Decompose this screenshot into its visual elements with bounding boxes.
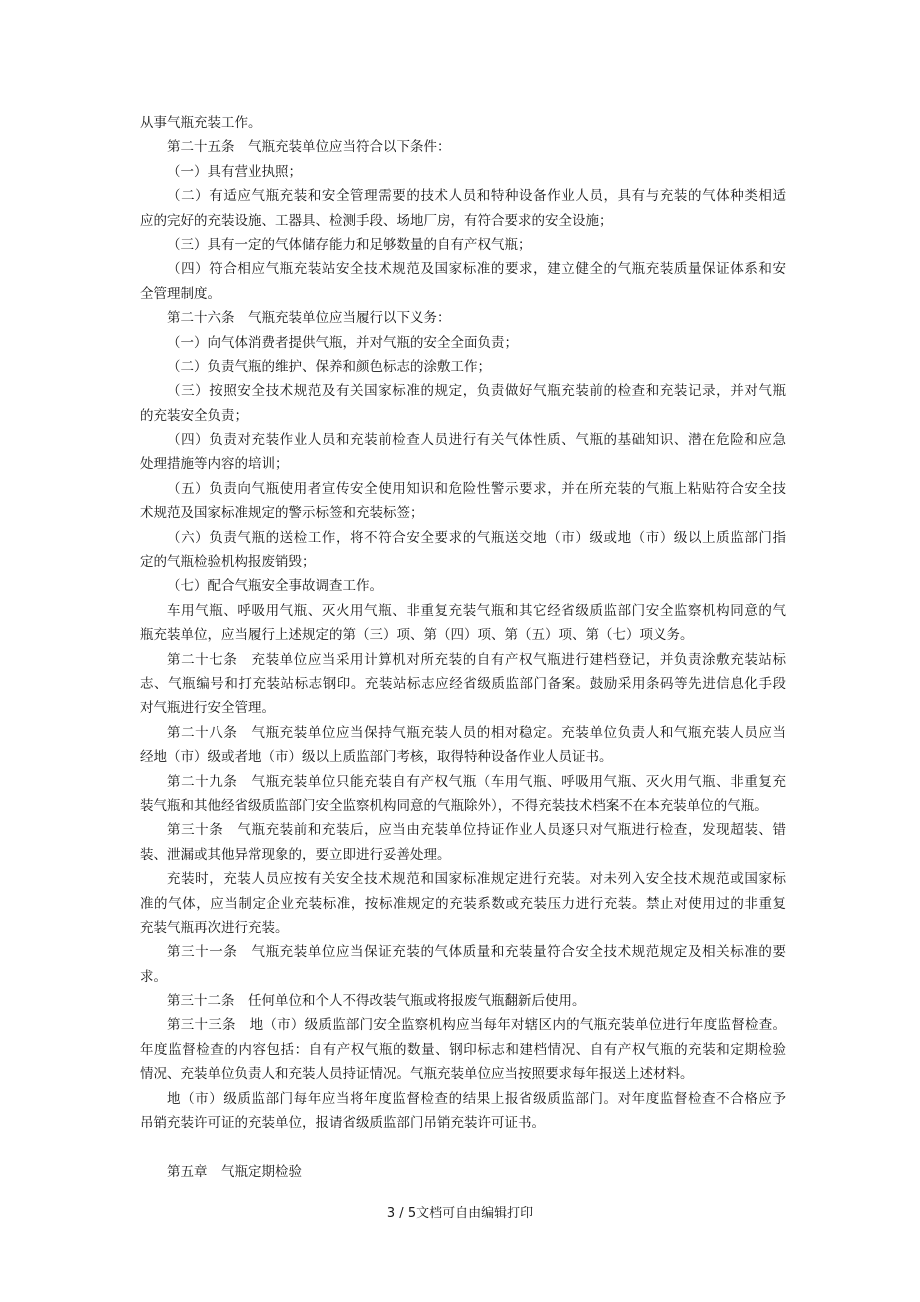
text-line: 吊销充装许可证的充装单位，报请省级质监部门吊销充装许可证书。 [140,1115,545,1132]
text-line: 车用气瓶、呼吸用气瓶、灭火用气瓶、非重复充装气瓶和其它经省级质监部门安全监察机构同意的气 [167,602,786,619]
paragraph [140,648,786,721]
text-line: 第二十六条 气瓶充装单位应当履行以下义务： [167,310,451,327]
continued-paragraph [140,111,786,135]
paragraph [140,477,786,526]
text-line: （二）有适应气瓶充装和安全管理需要的技术人员和特种设备作业人员，具有与充装的气体种类相适 [167,188,786,205]
text-line: （六）负责气瓶的送检工作，将不符合安全要求的气瓶送交地（市）级或地（市）级以上质监部门指 [167,529,786,546]
text-line: 志、气瓶编号和打充装站标志钢印。充装站标志应经省级质监部门备案。鼓励采用条码等先进信息化手段 [140,675,786,692]
paragraph [140,257,786,306]
text-line: （五）负责向气瓶使用者宣传安全使用知识和危险性警示要求，并在所充装的气瓶上粘贴符合安全技 [167,480,786,497]
paragraph [140,1013,786,1086]
text-line: 第三十一条 气瓶充装单位应当保证充装的气体质量和充装量符合安全技术规范规定及相关标准的要 [167,944,786,961]
paragraph [140,355,786,379]
text-line: 第三十条 气瓶充装前和充装后，应当由充装单位持证作业人员逐只对气瓶进行检查，发现超装、错 [167,822,786,839]
paragraph [140,526,786,575]
text-line: 准的气体，应当制定企业充装标准，按标准规定的充装系数或充装压力进行充装。禁止对使用过的非重复 [140,895,786,912]
text-line: 术规范及国家标准规定的警示标签和充装标签； [140,505,424,522]
text-line: 定的气瓶检验机构报废销毁； [140,554,316,571]
paragraph [140,184,786,233]
text-line: 充装气瓶再次进行充装。 [140,919,289,936]
paragraph [140,989,786,1013]
paragraph [140,233,786,257]
paragraph [140,867,786,940]
text-line: 第三十二条 任何单位和个人不得改装气瓶或将报废气瓶翻新后使用。 [167,993,586,1010]
paragraph-list [140,111,786,1135]
text-line: （四）负责对充装作业人员和充装前检查人员进行有关气体性质、气瓶的基础知识、潜在危险和应急 [167,432,786,449]
text-line: 第二十八条 气瓶充装单位应当保持气瓶充装人员的相对稳定。充装单位负责人和气瓶充装人员应当 [167,724,786,741]
text-line: 地（市）级质监部门每年应当将年度监督检查的结果上报省级质监部门。对年度监督检查不合格应予 [167,1090,786,1107]
text-line: （三）具有一定的气体储存能力和足够数量的自有产权气瓶； [167,236,532,253]
text-line: 第二十九条 气瓶充装单位只能充装自有产权气瓶（车用气瓶、呼吸用气瓶、灭火用气瓶、非重复充 [167,773,786,790]
text-line: 经地（市）级或者地（市）级以上质监部门考核，取得特种设备作业人员证书。 [140,749,613,766]
paragraph [140,1087,786,1136]
text-line: 的充装安全负责； [140,407,248,424]
blank-line [140,1135,786,1159]
text-line: 情况、充装单位负责人和充装人员持证情况。气瓶充装单位应当按照要求每年报送上述材料。 [140,1066,694,1083]
text-line: 第三十三条 地（市）级质监部门安全监察机构应当每年对辖区内的气瓶充装单位进行年度监督检查。 [167,1017,786,1034]
text-line: （四）符合相应气瓶充装站安全技术规范及国家标准的要求，建立健全的气瓶充装质量保证体系和安 [167,261,786,278]
text-line: 第二十五条 气瓶充装单位应当符合以下条件： [167,139,451,156]
text-line: 装气瓶和其他经省级质监部门安全监察机构同意的气瓶除外），不得充装技术档案不在本充装单位的气瓶。 [140,797,768,814]
chapter-heading: 第五章 气瓶定期检验 [167,1163,302,1180]
text-line: 瓶充装单位，应当履行上述规定的第（三）项、第（四）项、第（五）项、第（七）项义务。 [140,627,694,644]
paragraph [140,135,786,159]
paragraph [140,379,786,428]
text-line: 第二十七条 充装单位应当采用计算机对所充装的自有产权气瓶进行建档登记，并负责涂敷充装站标 [167,651,786,668]
paragraph [140,770,786,819]
text-line: 充装时，充装人员应按有关安全技术规范和国家标准规定进行充装。对未列入安全技术规范或国家标 [167,871,786,888]
text-line: （二）负责气瓶的维护、保养和颜色标志的涂敷工作； [167,358,491,375]
text-line: 从事气瓶充装工作。 [140,115,262,131]
text-line: （三）按照安全技术规范及有关国家标准的规定，负责做好气瓶充装前的检查和充装记录，并对气瓶 [167,383,786,400]
paragraph [140,721,786,770]
paragraph [140,160,786,184]
paragraph [140,574,786,598]
text-line: 对气瓶进行安全管理。 [140,700,275,717]
text-line: 年度监督检查的内容包括：自有产权气瓶的数量、钢印标志和建档情况、自有产权气瓶的充装和定期检验 [140,1041,786,1058]
paragraph [140,940,786,989]
text-line: （一）向气体消费者提供气瓶，并对气瓶的安全全面负责； [167,334,518,351]
paragraph [140,306,786,330]
text-line: 全管理制度。 [140,285,221,302]
text-line: （一）具有营业执照； [167,163,302,180]
paragraph [140,599,786,648]
text-line: （七）配合气瓶安全事故调查工作。 [167,578,383,595]
text-line: 处理措施等内容的培训； [140,456,289,473]
page-footer: 3 / 5文档可自由编辑打印 [386,1206,534,1221]
paragraph [140,428,786,477]
text-line: 装、泄漏或其他异常现象的，要立即进行妥善处理。 [140,846,451,863]
paragraph [140,818,786,867]
document-body [140,111,786,1184]
paragraph [140,331,786,355]
text-line: 求。 [140,968,167,985]
text-line: 应的完好的充装设施、工器具、检测手段、场地厂房，有符合要求的安全设施； [140,212,613,229]
